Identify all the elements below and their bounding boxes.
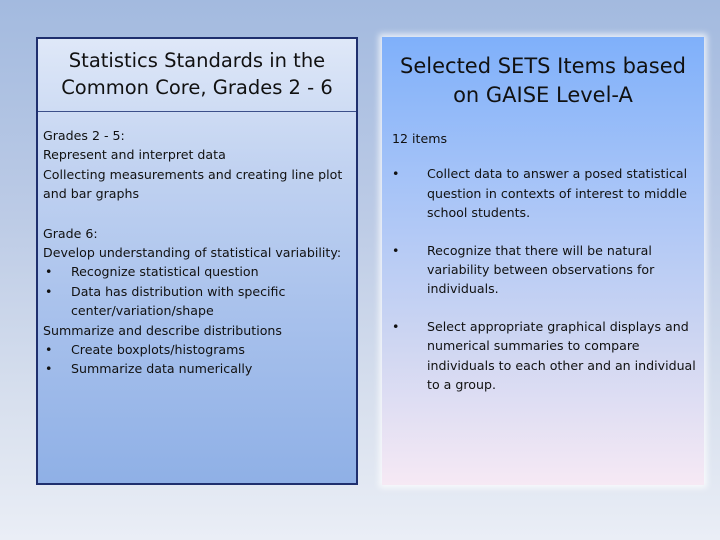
list-item-text: Summarize data numerically [71, 361, 253, 377]
grade-6-subheading: Develop understanding of statistical variability: [43, 245, 342, 261]
item-count: 12 items [392, 131, 448, 146]
bullet-icon: • [392, 242, 400, 258]
right-panel-body [392, 129, 700, 412]
right-panel-title-box [382, 37, 704, 125]
list-item [43, 340, 355, 359]
grade-6-subheading-2: Summarize and describe distributions [43, 322, 282, 338]
grades-2-5-subheading: Represent and interpret data [43, 147, 226, 163]
grade-6-heading: Grade 6: [43, 225, 98, 241]
list-item-text: Recognize that there will be natural variability between observations for individuals. [427, 242, 655, 297]
list-item [43, 262, 355, 281]
left-panel-title-box [38, 39, 356, 112]
list-item [392, 241, 700, 299]
list-item-text: Recognize statistical question [71, 264, 259, 280]
bullet-icon: • [392, 166, 400, 182]
bullet-icon: • [45, 283, 53, 299]
grades-2-5-heading: Grades 2 - 5: [43, 128, 125, 143]
list-item-text: Data has distribution with specific center/variation/shape [71, 283, 286, 319]
right-panel-title: Selected SETS Items based on GAISE Level-A [400, 54, 686, 107]
bullet-icon: • [392, 318, 400, 334]
left-panel-body [43, 126, 355, 379]
list-item-text: Collect data to answer a posed statistical question in contexts of interest to middle school students. [427, 166, 688, 221]
list-item [392, 317, 700, 395]
common-core-standards-panel [36, 37, 358, 485]
bullet-icon: • [45, 264, 53, 280]
list-item-text: Create boxplots/histograms [71, 342, 245, 358]
bullet-icon: • [45, 361, 53, 377]
list-item [43, 282, 355, 321]
left-panel-title: Statistics Standards in the Common Core, Grades 2 - 6 [61, 49, 333, 99]
sets-items-panel [382, 37, 704, 485]
grades-2-5-description: Collecting measurements and creating line plot and bar graphs [43, 166, 343, 202]
list-item [392, 164, 700, 222]
list-item-text: Select appropriate graphical displays and numerical summaries to compare individuals to each other and an individual to a group. [427, 318, 696, 393]
bullet-icon: • [45, 342, 53, 358]
list-item [43, 359, 355, 378]
